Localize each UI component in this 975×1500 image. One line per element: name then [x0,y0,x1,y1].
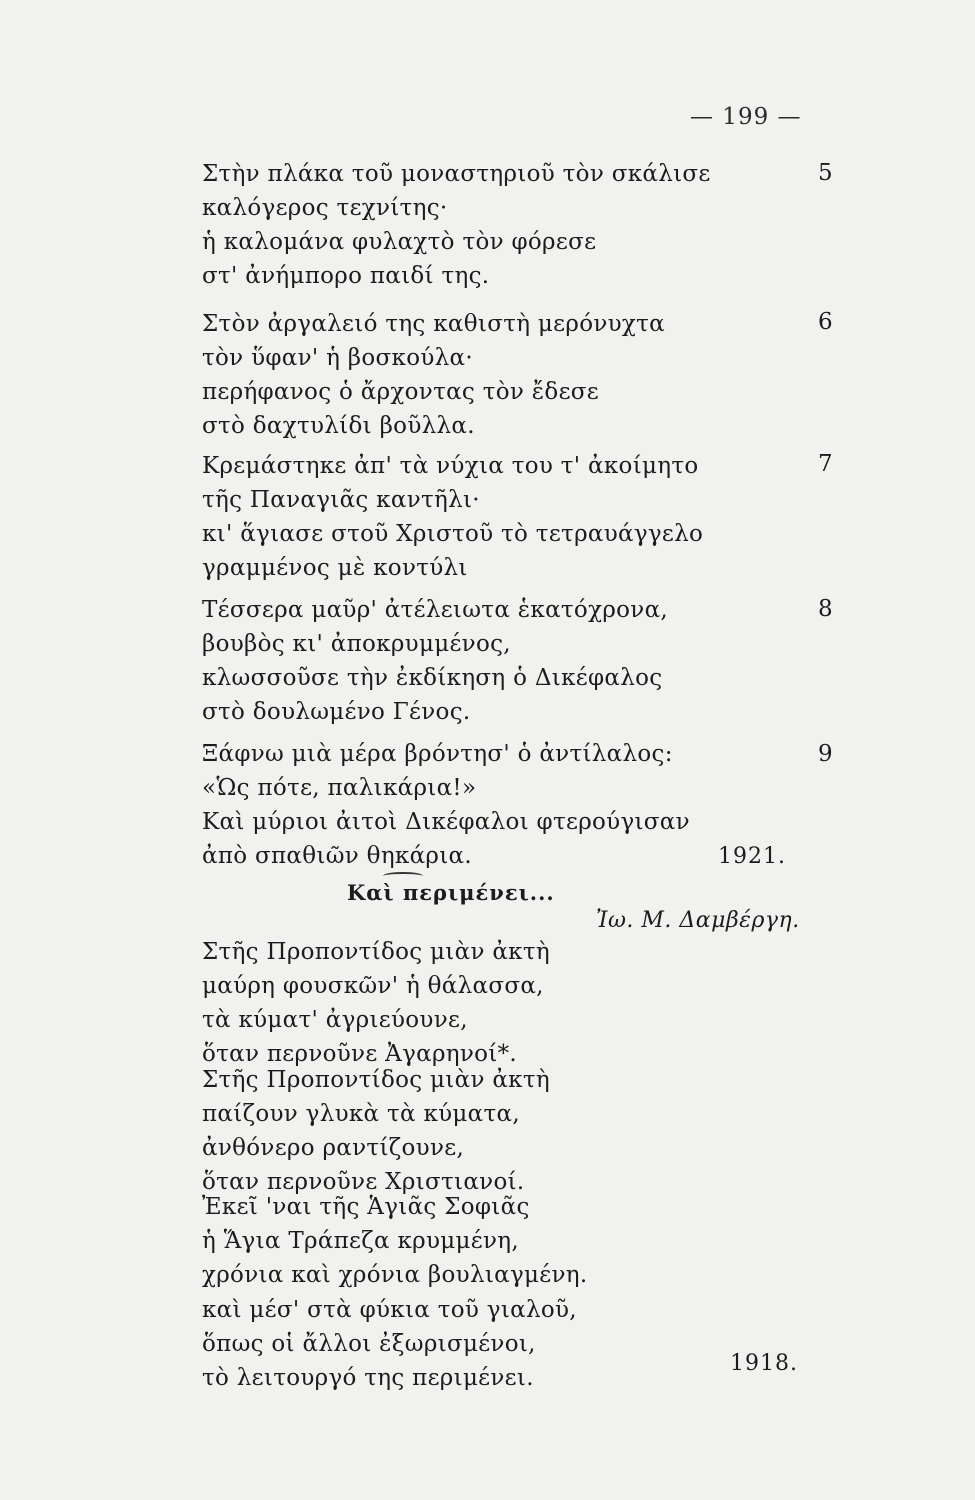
verse-line: στὸ δουλωμένο Γένος. [202,699,471,725]
stanza [202,1063,762,1199]
verse-line: τὸ λειτουργό της περιμένει. [202,1365,534,1391]
verse-line: Ἐκεῖ 'ναι τῆς Ἁγιᾶς Σοφιᾶς [202,1194,530,1220]
verse-line: τὸν ὕφαν' ἡ βοσκούλα· [202,345,473,371]
verse-line: μαύρη φουσκῶν' ἡ θάλασσα, [202,973,544,999]
stanza [202,935,762,1071]
verse-line: περήφανος ὁ ἄρχοντας τὸν ἔδεσε [202,379,600,405]
stanza-number: 7 [818,451,833,477]
verse-line: παίζουν γλυκὰ τὰ κύματα, [202,1101,520,1127]
verse-line: ἡ καλομάνα φυλαχτὸ τὸν φόρεσε [202,229,597,255]
verse-line: Κρεμάστηκε ἀπ' τὰ νύχια του τ' ἀκοίμητο [202,453,699,479]
page-number: — 199 — [690,104,802,130]
verse-line: γραμμένος μὲ κοντύλι [202,555,468,581]
verse-line: βουβὸς κι' ἀποκρυμμένος, [202,631,511,657]
poem-author: Ἰω. Μ. Δαμβέργη. [596,908,800,933]
stanza-number: 6 [818,309,833,335]
verse-line: κλωσσοῦσε τὴν ἐκδίκηση ὁ Δικέφαλος [202,665,663,691]
stanza [202,1293,762,1395]
verse-line: καὶ μέσ' στὰ φύκια τοῦ γιαλοῦ, [202,1297,577,1323]
verse-line: ἀνθόνερο ραντίζουνε, [202,1135,465,1161]
verse-line: χρόνια καὶ χρόνια βουλιαγμένη. [202,1262,588,1288]
verse-line: Στῆς Προποντίδος μιὰν ἀκτὴ [202,939,550,965]
stanza-6 [202,307,762,443]
stanza-9 [202,737,762,873]
stanza-7 [202,449,762,585]
verse-line: κι' ἅγιασε στοῦ Χριστοῦ τὸ τετραυάγγελο [202,521,704,547]
poem-date: 1918. [730,1351,798,1376]
verse-line: ὅταν περνοῦνε Ἀγαρηνοί*. [202,1041,518,1067]
stanza [202,1190,762,1292]
verse-line: Καὶ μύριοι ἀιτοὶ Δικέφαλοι φτερούγισαν [202,809,690,835]
stanza-8 [202,593,762,729]
verse-line: καλόγερος τεχνίτης· [202,195,448,221]
verse-line: Τέσσερα μαῦρ' ἀτέλειωτα ἑκατόχρονα, [202,597,669,623]
stanza-5 [202,157,762,293]
verse-line: τῆς Παναγιᾶς καντῆλι· [202,487,480,513]
verse-line: ἡ Ἅγια Τράπεζα κρυμμένη, [202,1228,519,1254]
poem-title: Καὶ περιμένει... [347,880,555,905]
ornament-divider [383,872,423,880]
verse-line: τὰ κύματ' ἀγριεύουνε, [202,1007,468,1033]
verse-line: «Ὡς πότε, παλικάρια!» [202,775,477,801]
stanza-number: 5 [818,160,833,186]
stanza-number: 9 [818,741,833,767]
verse-line: ὅταν περνοῦνε Χριστιανοί. [202,1169,525,1195]
verse-line: Στὴν πλάκα τοῦ μοναστηριοῦ τὸν σκάλισε [202,161,711,187]
verse-line: ἀπὸ σπαθιῶν θηκάρια. [202,843,472,869]
verse-line: ὅπως οἱ ἄλλοι ἐξωρισμένοι, [202,1331,536,1357]
verse-line: Στὸν ἀργαλειό της καθιστὴ μερόνυχτα [202,311,665,337]
poem-date: 1921. [718,844,786,869]
verse-line: στὸ δαχτυλίδι βοῦλλα. [202,413,475,439]
verse-line: Στῆς Προποντίδος μιὰν ἀκτὴ [202,1067,550,1093]
stanza-number: 8 [818,596,833,622]
verse-line: Ξάφνω μιὰ μέρα βρόντησ' ὁ ἀντίλαλος: [202,741,673,767]
verse-line: στ' ἀνήμπορο παιδί της. [202,263,490,289]
